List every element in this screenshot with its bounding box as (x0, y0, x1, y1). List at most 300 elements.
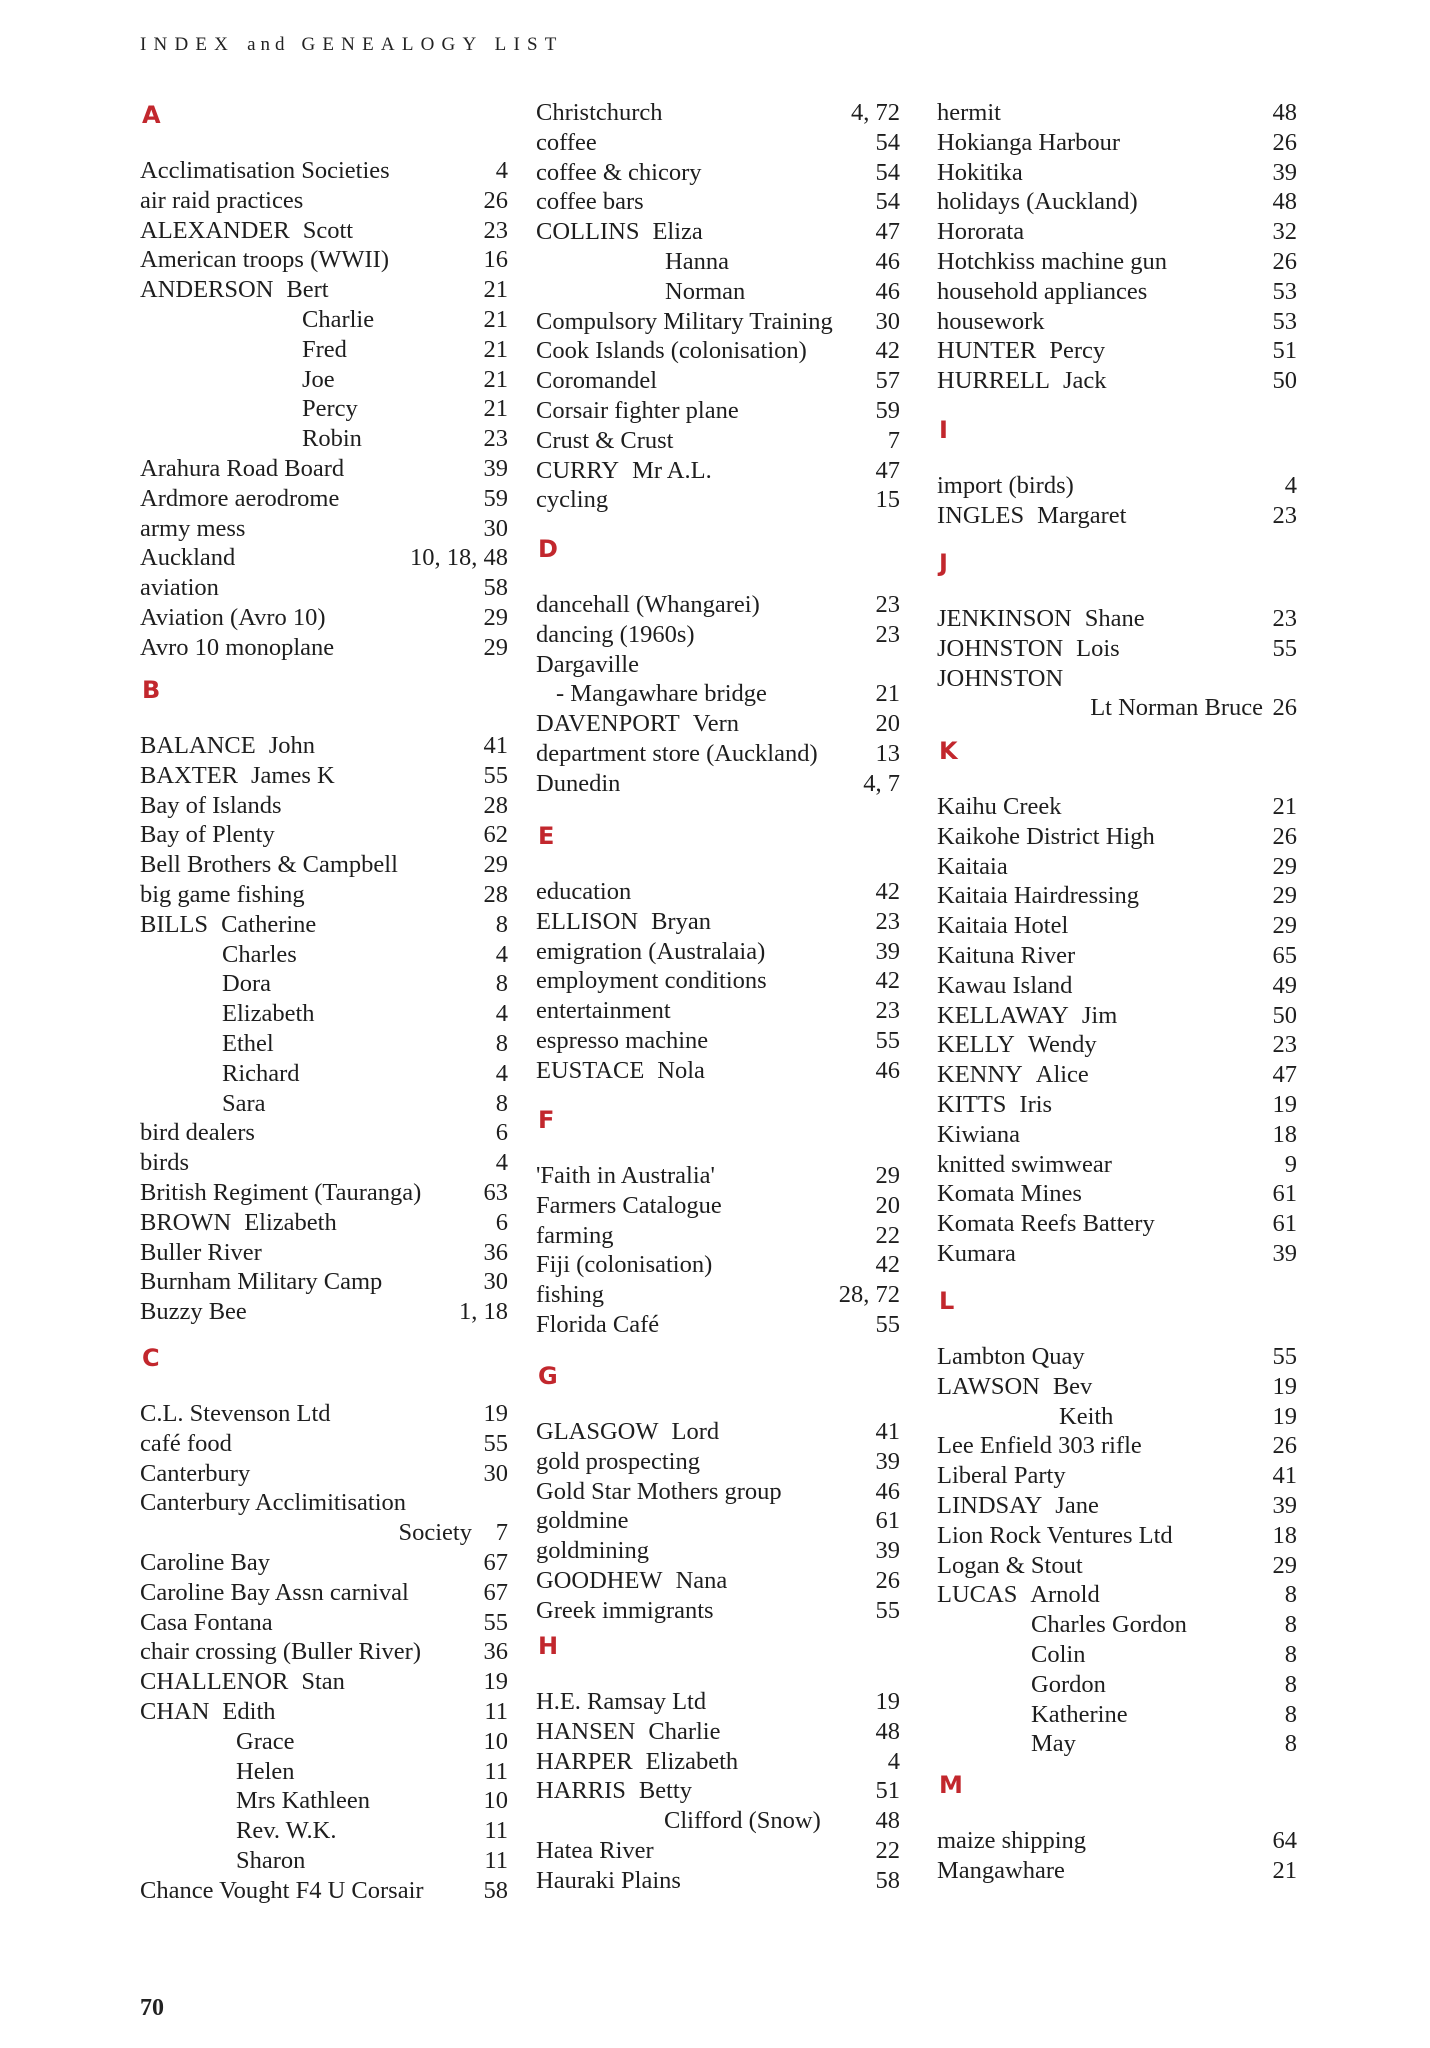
entry-given-name: Edith (222, 1698, 276, 1725)
index-entry[interactable] (536, 128, 900, 158)
entry-term (937, 1060, 1089, 1090)
index-entry[interactable] (937, 1030, 1297, 1060)
entry-page-numbers: 63 (483, 1179, 508, 1206)
index-entry[interactable] (536, 1191, 900, 1221)
index-entry[interactable] (937, 1461, 1297, 1491)
index-entry[interactable] (937, 1491, 1297, 1521)
entry-page-numbers: 36 (483, 1239, 508, 1266)
index-entry[interactable] (536, 366, 900, 396)
index-entry[interactable] (937, 911, 1297, 941)
index-entry[interactable] (536, 1536, 900, 1566)
index-entry[interactable] (140, 216, 508, 246)
entry-page-numbers: 11 (484, 1817, 508, 1844)
index-entry[interactable] (937, 128, 1297, 158)
entry-page-numbers: 18 (1272, 1121, 1297, 1148)
entry-surname: ELLISON (536, 908, 639, 935)
entry-term: - Mangawhare bridge (556, 680, 767, 707)
entry-page-numbers: 30 (483, 1460, 508, 1487)
entry-page-numbers: 30 (483, 1268, 508, 1295)
index-entry[interactable] (937, 1431, 1297, 1461)
index-entry[interactable] (937, 1521, 1297, 1551)
index-entry[interactable] (140, 186, 508, 216)
index-entry[interactable] (937, 366, 1297, 396)
entry-page-numbers: 21 (483, 336, 508, 363)
entry-term: Norman (665, 278, 746, 305)
index-entry[interactable] (536, 1280, 900, 1310)
entry-page-numbers: 26 (1272, 248, 1297, 275)
section-letter-h: H (538, 1632, 559, 1660)
index-entry[interactable] (140, 1608, 508, 1638)
entry-term: Kaitaia Hotel (937, 912, 1069, 939)
entry-term (937, 1090, 1052, 1120)
index-entry[interactable] (140, 1488, 508, 1518)
entry-term: Coromandel (536, 367, 658, 394)
index-entry[interactable] (140, 454, 508, 484)
entry-given-name: Elizabeth (244, 1209, 337, 1236)
entry-page-numbers: 46 (875, 1057, 900, 1084)
entry-given-name: Nana (675, 1567, 728, 1594)
section-letter-k: K (939, 737, 958, 765)
index-entry[interactable] (140, 1118, 508, 1148)
index-entry[interactable] (937, 1001, 1297, 1031)
index-subentry[interactable] (140, 424, 508, 454)
entry-surname: KELLAWAY (937, 1002, 1069, 1029)
index-entry[interactable] (536, 650, 900, 680)
entry-page-numbers: 21 (875, 680, 900, 707)
entry-term: Sara (222, 1090, 266, 1117)
index-entry[interactable] (937, 158, 1297, 188)
entry-page-numbers: 32 (1272, 218, 1297, 245)
entry-term: Fred (302, 336, 347, 363)
index-entry[interactable] (140, 1459, 508, 1489)
index-entry[interactable] (937, 336, 1297, 366)
entry-page-numbers: 29 (875, 1162, 900, 1189)
index-subentry[interactable] (937, 1640, 1297, 1670)
entry-page-numbers: 29 (1272, 912, 1297, 939)
entry-page-numbers: 20 (875, 1192, 900, 1219)
entry-page-numbers: 61 (875, 1507, 900, 1534)
entry-term: Lt Norman Bruce (1090, 694, 1263, 721)
index-entry[interactable] (536, 1250, 900, 1280)
index-entry[interactable] (140, 1637, 508, 1667)
entry-term: household appliances (937, 278, 1148, 305)
index-entry[interactable] (536, 1026, 900, 1056)
entry-term: Dora (222, 970, 271, 997)
entry-page-numbers: 55 (483, 762, 508, 789)
entry-term: Society (398, 1519, 472, 1546)
entry-page-numbers: 4, 72 (851, 99, 900, 126)
entry-page-numbers: 23 (1272, 1031, 1297, 1058)
entry-page-numbers: 55 (1272, 1343, 1297, 1370)
index-subentry[interactable] (140, 394, 508, 424)
entry-term: Ethel (222, 1030, 274, 1057)
entry-term: Mangawhare (937, 1857, 1065, 1884)
entry-page-numbers: 13 (875, 740, 900, 767)
entry-term: army mess (140, 515, 246, 542)
index-entry[interactable] (937, 1150, 1297, 1180)
index-entry[interactable] (140, 275, 508, 305)
index-entry[interactable] (536, 187, 900, 217)
entry-page-numbers: 42 (875, 1251, 900, 1278)
index-continuation[interactable] (937, 693, 1297, 723)
index-entry[interactable] (140, 1548, 508, 1578)
index-subentry[interactable] (140, 999, 508, 1029)
index-entry[interactable] (140, 1667, 508, 1697)
entry-page-numbers: 41 (875, 1418, 900, 1445)
entry-given-name: Margaret (1037, 502, 1127, 529)
entry-term: Bell Brothers & Campbell (140, 851, 398, 878)
index-entry[interactable] (937, 1120, 1297, 1150)
entry-page-numbers: 55 (875, 1311, 900, 1338)
entry-term (536, 1717, 721, 1747)
index-subentry[interactable] (937, 1610, 1297, 1640)
entry-surname: HUNTER (937, 337, 1037, 364)
index-entry[interactable] (140, 1876, 508, 1906)
entry-surname: CURRY (536, 457, 620, 484)
entry-term: Gordon (1031, 1671, 1106, 1698)
index-subentry[interactable] (140, 1029, 508, 1059)
entry-surname: GLASGOW (536, 1418, 659, 1445)
entry-page-numbers: 20 (875, 710, 900, 737)
entry-term: birds (140, 1149, 189, 1176)
section-letter-j: J (939, 549, 948, 577)
index-entry[interactable] (937, 664, 1297, 694)
entry-page-numbers: 50 (1272, 367, 1297, 394)
index-entry[interactable] (937, 1826, 1297, 1856)
index-entry[interactable] (140, 603, 508, 633)
index-entry[interactable] (140, 791, 508, 821)
index-entry[interactable] (140, 850, 508, 880)
index-subentry[interactable] (140, 1786, 508, 1816)
entry-page-numbers: 21 (483, 306, 508, 333)
index-subentry[interactable] (140, 335, 508, 365)
index-entry[interactable] (140, 820, 508, 850)
entry-term: dancehall (Whangarei) (536, 591, 760, 618)
index-entry[interactable] (937, 1179, 1297, 1209)
entry-page-numbers: 16 (483, 246, 508, 273)
running-head-index: INDEX (140, 34, 236, 55)
entry-page-numbers: 54 (875, 188, 900, 215)
index-subentry[interactable] (937, 1402, 1297, 1432)
index-entry[interactable] (937, 471, 1297, 501)
index-entry[interactable] (536, 426, 900, 456)
entry-term: Buzzy Bee (140, 1298, 247, 1325)
index-entry[interactable] (140, 514, 508, 544)
entry-surname: LINDSAY (937, 1492, 1043, 1519)
entry-page-numbers: 7 (887, 427, 900, 454)
index-entry[interactable] (536, 1687, 900, 1717)
index-entry[interactable] (937, 881, 1297, 911)
index-entry[interactable] (536, 937, 900, 967)
entry-page-numbers: 4 (495, 1000, 508, 1027)
index-entry[interactable] (536, 1056, 900, 1086)
entry-term: Hanna (665, 248, 729, 275)
index-column-2 (536, 0, 900, 2000)
index-entry[interactable] (140, 880, 508, 910)
index-entry[interactable] (536, 769, 900, 799)
entry-term: Kumara (937, 1240, 1016, 1267)
index-entry[interactable] (937, 187, 1297, 217)
entry-term (140, 910, 316, 940)
index-entry[interactable] (536, 396, 900, 426)
index-entry[interactable] (937, 604, 1297, 634)
index-subentry[interactable] (937, 1670, 1297, 1700)
index-subentry[interactable] (536, 679, 900, 709)
index-entry[interactable] (536, 1596, 900, 1626)
entry-page-numbers: 8 (495, 1030, 508, 1057)
index-entry[interactable] (140, 245, 508, 275)
index-entry[interactable] (937, 247, 1297, 277)
entry-term: Kaitaia (937, 853, 1008, 880)
index-entry[interactable] (140, 1297, 508, 1327)
entry-page-numbers: 46 (875, 1478, 900, 1505)
entry-term: coffee bars (536, 188, 644, 215)
entry-term: Canterbury Acclimitisation (140, 1489, 407, 1516)
entry-surname: BALANCE (140, 732, 256, 759)
index-entry[interactable] (536, 98, 900, 128)
index-entry[interactable] (536, 907, 900, 937)
index-entry[interactable] (140, 484, 508, 514)
index-entry[interactable] (536, 485, 900, 515)
entry-term: JOHNSTON (937, 665, 1064, 692)
entry-term: Corsair fighter plane (536, 397, 739, 424)
entry-page-numbers: 21 (1272, 1857, 1297, 1884)
entry-page-numbers: 67 (483, 1579, 508, 1606)
entry-page-numbers: 19 (1272, 1403, 1297, 1430)
entry-page-numbers: 61 (1272, 1180, 1297, 1207)
index-entry[interactable] (140, 1208, 508, 1238)
entry-page-numbers: 53 (1272, 278, 1297, 305)
index-entry[interactable] (536, 1747, 900, 1777)
entry-term: Elizabeth (222, 1000, 315, 1027)
index-entry[interactable] (536, 217, 900, 247)
index-entry[interactable] (937, 1342, 1297, 1372)
index-entry[interactable] (536, 336, 900, 366)
index-subentry[interactable] (536, 1806, 900, 1836)
index-entry[interactable] (937, 1239, 1297, 1269)
index-entry[interactable] (536, 1447, 900, 1477)
entry-page-numbers: 30 (875, 308, 900, 335)
entry-term: Acclimatisation Societies (140, 157, 390, 184)
entry-term: cycling (536, 486, 609, 513)
index-entry[interactable] (536, 1506, 900, 1536)
index-entry[interactable] (937, 1209, 1297, 1239)
entry-given-name: Alice (1035, 1061, 1089, 1088)
index-subentry[interactable] (140, 1059, 508, 1089)
index-subentry[interactable] (140, 305, 508, 335)
entry-surname: CHAN (140, 1698, 210, 1725)
index-subentry[interactable] (937, 1700, 1297, 1730)
index-entry[interactable] (536, 709, 900, 739)
entry-surname: COLLINS (536, 218, 640, 245)
index-entry[interactable] (140, 910, 508, 940)
index-entry[interactable] (937, 822, 1297, 852)
entry-page-numbers: 26 (483, 187, 508, 214)
index-entry[interactable] (536, 877, 900, 907)
index-entry[interactable] (937, 1060, 1297, 1090)
entry-page-numbers: 23 (1272, 605, 1297, 632)
index-entry[interactable] (536, 590, 900, 620)
index-subentry[interactable] (140, 1846, 508, 1876)
index-entry[interactable] (536, 620, 900, 650)
entry-page-numbers: 67 (483, 1549, 508, 1576)
index-entry[interactable] (140, 543, 508, 573)
index-entry[interactable] (536, 1776, 900, 1806)
index-entry[interactable] (937, 1856, 1297, 1886)
entry-term: Komata Reefs Battery (937, 1210, 1155, 1237)
index-entry[interactable] (536, 1477, 900, 1507)
index-column-3 (937, 0, 1297, 2000)
entry-term: education (536, 878, 632, 905)
entry-term: Buller River (140, 1239, 262, 1266)
entry-term: Dargaville (536, 651, 639, 678)
index-entry[interactable] (937, 1580, 1297, 1610)
entry-page-numbers: 4 (495, 941, 508, 968)
index-subentry[interactable] (140, 1727, 508, 1757)
section-letter-m: M (939, 1771, 963, 1799)
entry-given-name: Arnold (1030, 1581, 1100, 1608)
entry-page-numbers: 8 (1284, 1641, 1297, 1668)
index-entry[interactable] (536, 158, 900, 188)
index-subentry[interactable] (536, 277, 900, 307)
index-entry[interactable] (536, 739, 900, 769)
index-entry[interactable] (937, 1551, 1297, 1581)
index-entry[interactable] (536, 1717, 900, 1747)
index-subentry[interactable] (140, 1816, 508, 1846)
entry-term: goldmining (536, 1537, 649, 1564)
index-entry[interactable] (140, 761, 508, 791)
entry-term: Lee Enfield 303 rifle (937, 1432, 1142, 1459)
index-entry[interactable] (140, 1697, 508, 1727)
entry-page-numbers: 19 (1272, 1091, 1297, 1118)
entry-page-numbers: 8 (495, 911, 508, 938)
index-entry[interactable] (937, 307, 1297, 337)
entry-given-name: Betty (638, 1777, 692, 1804)
entry-term (937, 1580, 1100, 1610)
index-subentry[interactable] (140, 940, 508, 970)
entry-term: Bay of Plenty (140, 821, 275, 848)
index-entry[interactable] (140, 1429, 508, 1459)
index-entry[interactable] (140, 1238, 508, 1268)
entry-term: employment conditions (536, 967, 767, 994)
entry-given-name: Bryan (651, 908, 711, 935)
index-entry[interactable] (140, 1578, 508, 1608)
entry-term: Grace (236, 1728, 295, 1755)
entry-term (140, 1697, 276, 1727)
index-entry[interactable] (536, 1161, 900, 1191)
index-entry[interactable] (536, 1417, 900, 1447)
index-entry[interactable] (937, 277, 1297, 307)
entry-page-numbers: 54 (875, 129, 900, 156)
index-entry[interactable] (536, 456, 900, 486)
entry-page-numbers: 39 (1272, 159, 1297, 186)
index-subentry[interactable] (140, 365, 508, 395)
entry-term: Cook Islands (colonisation) (536, 337, 807, 364)
entry-term: knitted swimwear (937, 1151, 1112, 1178)
entry-page-numbers: 26 (875, 1567, 900, 1594)
index-entry[interactable] (140, 1148, 508, 1178)
entry-given-name: Iris (1019, 1091, 1053, 1118)
index-subentry[interactable] (937, 1729, 1297, 1759)
entry-term (536, 1776, 692, 1806)
entry-surname: LUCAS (937, 1581, 1018, 1608)
index-entry[interactable] (536, 996, 900, 1026)
index-entry[interactable] (937, 634, 1297, 664)
index-entry[interactable] (937, 792, 1297, 822)
entry-term: Hotchkiss machine gun (937, 248, 1167, 275)
index-entry[interactable] (937, 98, 1297, 128)
entry-term: dancing (1960s) (536, 621, 695, 648)
entry-page-numbers: 48 (1272, 99, 1297, 126)
entry-term (536, 1566, 727, 1596)
index-entry[interactable] (937, 1090, 1297, 1120)
index-subentry[interactable] (536, 247, 900, 277)
index-entry[interactable] (536, 307, 900, 337)
entry-page-numbers: 15 (875, 486, 900, 513)
entry-page-numbers: 53 (1272, 308, 1297, 335)
entry-surname: HANSEN (536, 1718, 636, 1745)
entry-term: Lion Rock Ventures Ltd (937, 1522, 1173, 1549)
entry-page-numbers: 8 (1284, 1671, 1297, 1698)
index-subentry[interactable] (140, 1089, 508, 1119)
index-continuation[interactable] (140, 1518, 508, 1548)
entry-page-numbers: 39 (483, 455, 508, 482)
entry-given-name: Jim (1081, 1002, 1118, 1029)
index-entry[interactable] (140, 1267, 508, 1297)
index-entry[interactable] (536, 1566, 900, 1596)
index-entry[interactable] (937, 217, 1297, 247)
entry-surname: LAWSON (937, 1373, 1040, 1400)
entry-page-numbers: 28 (483, 881, 508, 908)
index-entry[interactable] (140, 1399, 508, 1429)
entry-term: Fiji (colonisation) (536, 1251, 713, 1278)
index-subentry[interactable] (140, 969, 508, 999)
entry-page-numbers: 55 (483, 1609, 508, 1636)
entry-page-numbers: 41 (483, 732, 508, 759)
entry-term: American troops (WWII) (140, 246, 389, 273)
index-entry[interactable] (937, 501, 1297, 531)
entry-term (536, 709, 739, 739)
entry-page-numbers: 10, 18, 48 (410, 544, 508, 571)
section-letter-d: D (538, 535, 558, 563)
entry-page-numbers: 46 (875, 248, 900, 275)
entry-page-numbers: 48 (875, 1718, 900, 1745)
entry-page-numbers: 11 (484, 1698, 508, 1725)
index-entry[interactable] (140, 1178, 508, 1208)
entry-given-name: Shane (1084, 605, 1145, 632)
index-entry[interactable] (937, 852, 1297, 882)
index-subentry[interactable] (140, 1757, 508, 1787)
index-entry[interactable] (937, 1372, 1297, 1402)
entry-page-numbers: 26 (1272, 694, 1297, 721)
index-entry[interactable] (937, 941, 1297, 971)
entry-page-numbers: 26 (1272, 1432, 1297, 1459)
index-entry[interactable] (536, 1836, 900, 1866)
index-entry[interactable] (140, 731, 508, 761)
entry-surname: KENNY (937, 1061, 1023, 1088)
index-entry[interactable] (536, 966, 900, 996)
index-entry[interactable] (937, 971, 1297, 1001)
index-entry[interactable] (140, 573, 508, 603)
index-entry[interactable] (140, 633, 508, 663)
entry-term: Bay of Islands (140, 792, 282, 819)
index-entry[interactable] (536, 1866, 900, 1896)
index-entry[interactable] (536, 1310, 900, 1340)
index-entry[interactable] (140, 156, 508, 186)
index-entry[interactable] (536, 1221, 900, 1251)
entry-surname: KITTS (937, 1091, 1007, 1118)
entry-term: Clifford (Snow) (664, 1807, 821, 1834)
